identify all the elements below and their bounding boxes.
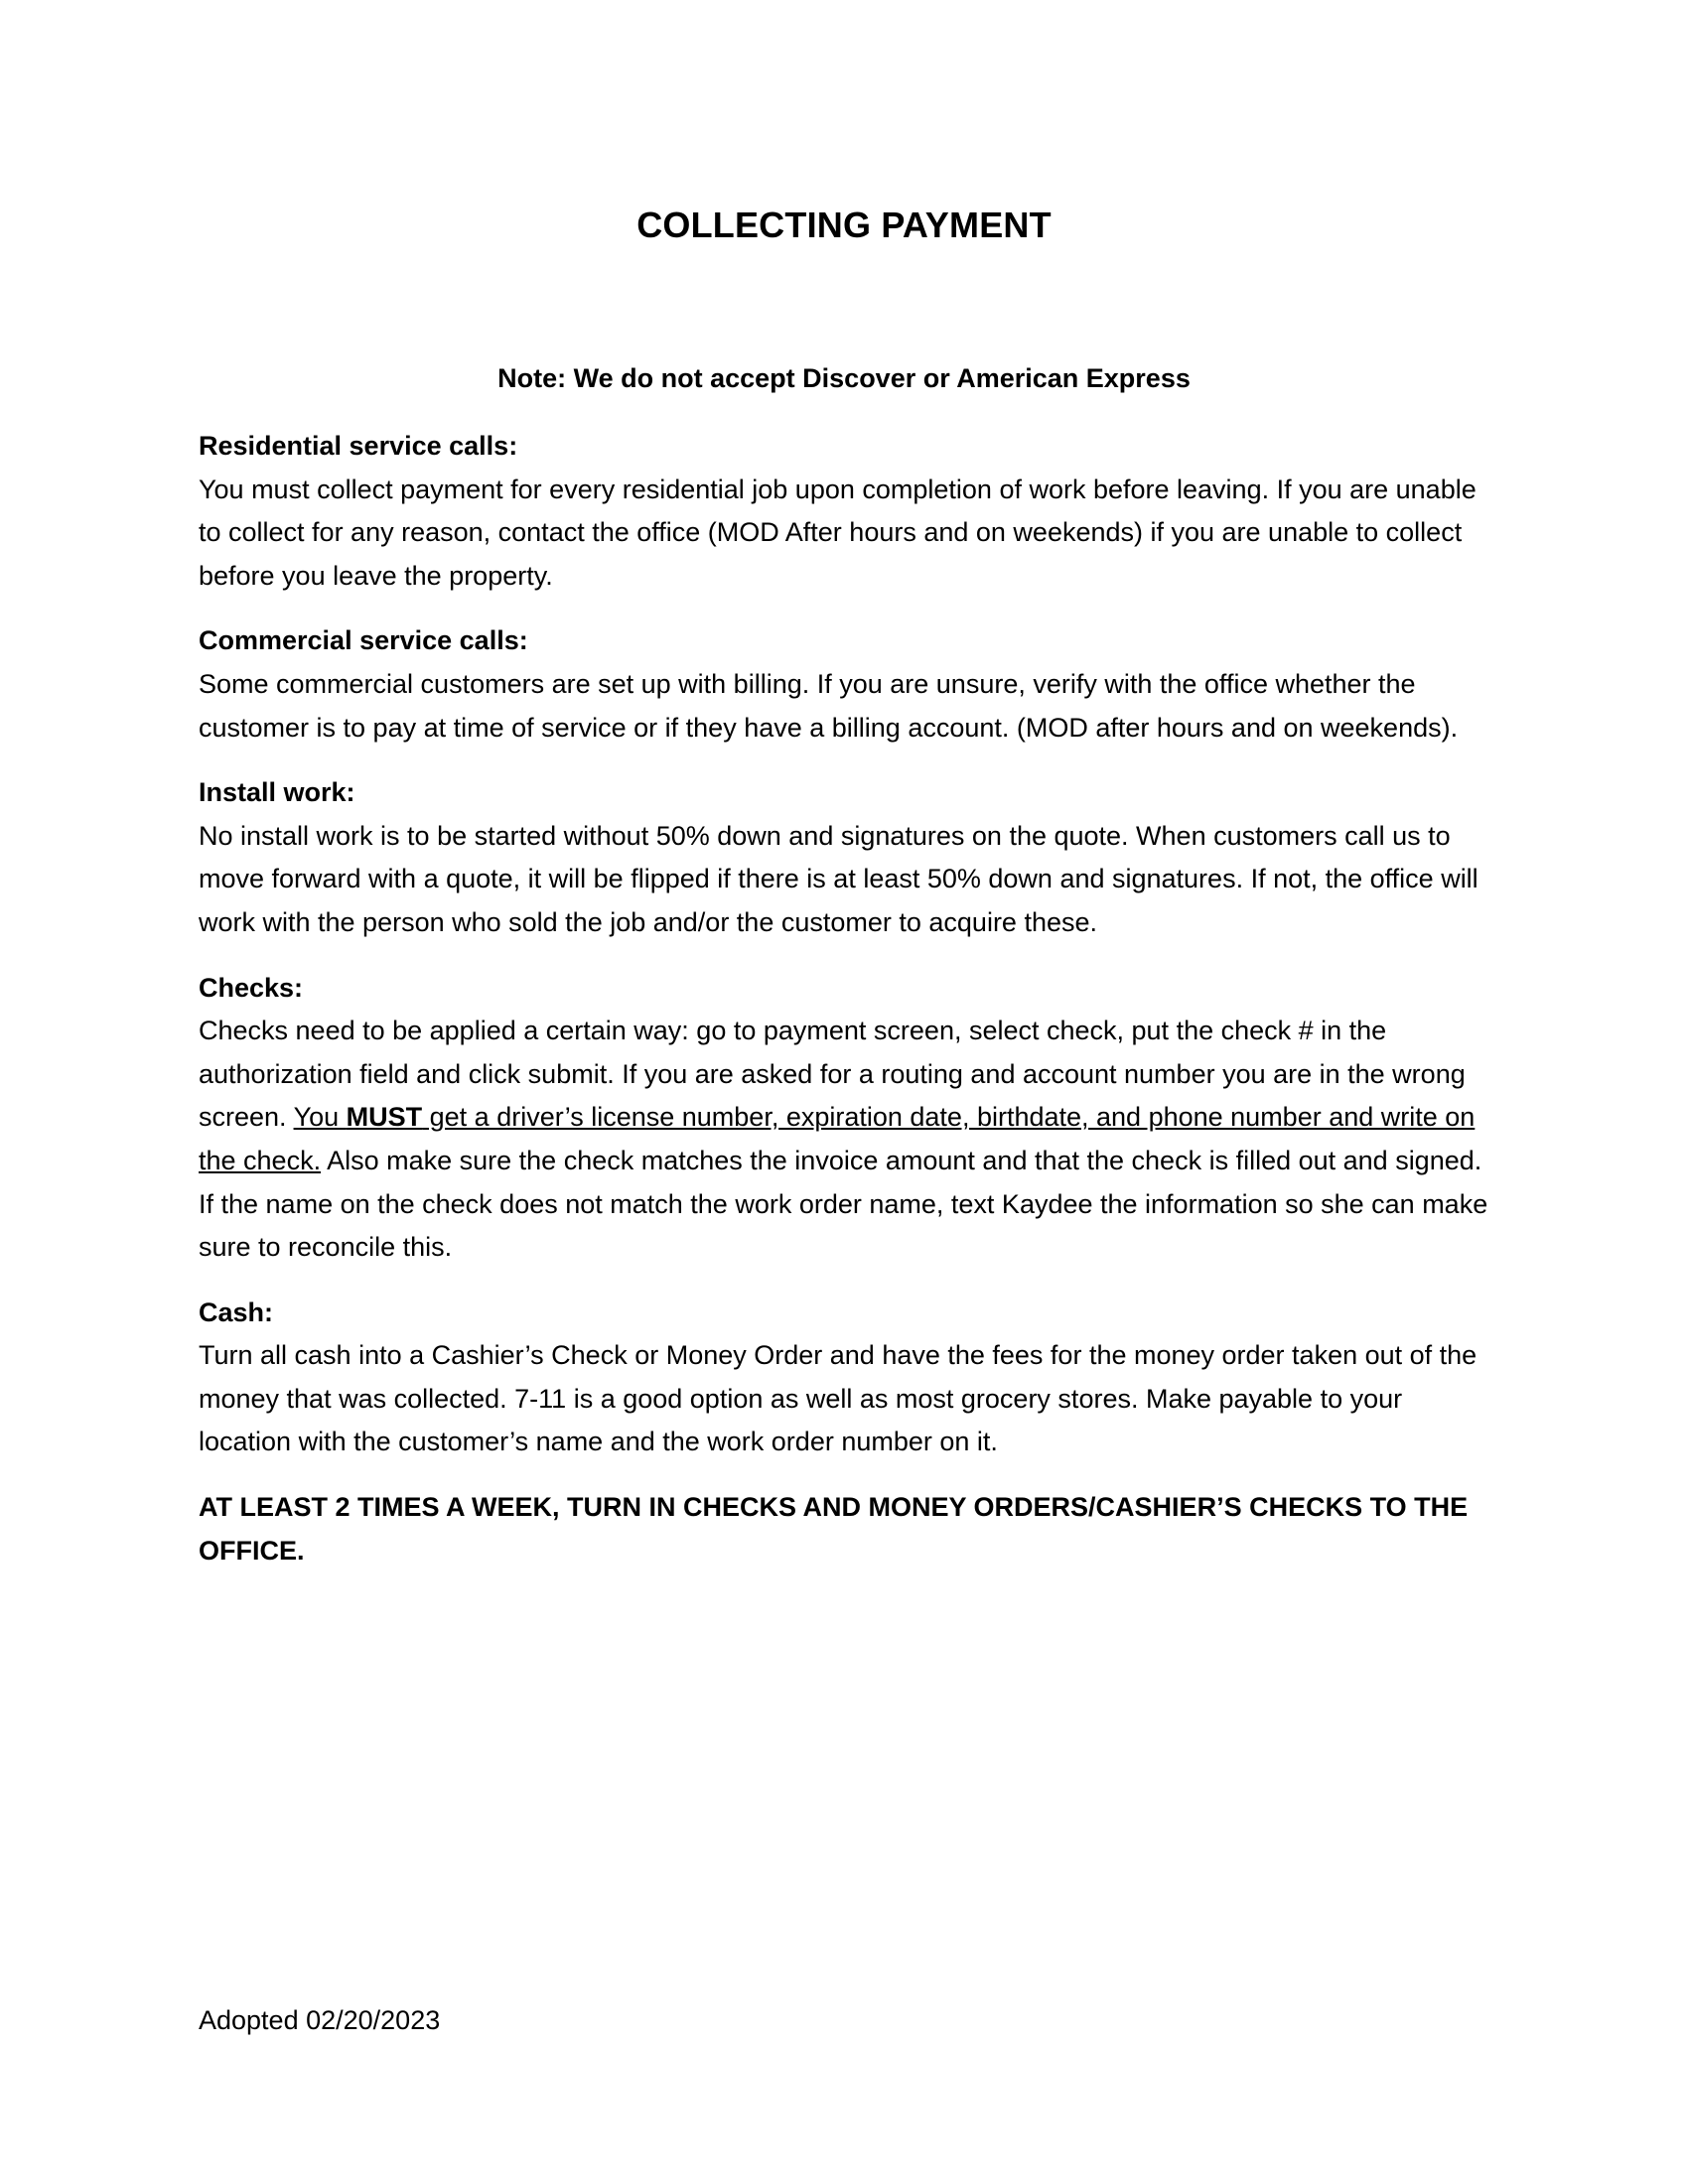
closing-instruction: AT LEAST 2 TIMES A WEEK, TURN IN CHECKS AND MONEY ORDERS/CASHIER’S CHECKS TO THE OFFICE. (199, 1492, 1469, 1566)
section-checks (199, 967, 1499, 1270)
checks-requirement-you: You (293, 1102, 347, 1133)
section-heading: Checks: (199, 972, 304, 1003)
checks-requirement-rest: get a driver’s license number, expiration date, birthdate, and phone number and write on the check. (199, 1102, 1476, 1175)
section-heading: Install work: (199, 777, 355, 808)
payment-note: Note: We do not accept Discover or American Express (497, 363, 1191, 393)
page-title: COLLECTING PAYMENT (636, 205, 1052, 245)
section-body: You must collect payment for every residential job upon completion of work before leaving. If you are unable to collect for any reason, contact the office (MOD After hours and on weekends) if you are unable to collect before you leave the property. (199, 474, 1477, 591)
adopted-date: Adopted 02/20/2023 (199, 2005, 441, 2035)
section-body: Turn all cash into a Cashier’s Check or Money Order and have the fees for the money order taken out of the money that was collected. 7-11 is a good option as well as most grocery stores. Make payable to your location with the customer’s name and the work order number on it. (199, 1340, 1477, 1457)
document-body (199, 425, 1499, 1572)
section-body (199, 1010, 1499, 1270)
section-body: Some commercial customers are set up with billing. If you are unsure, verify with the office whether the customer is to pay at time of service or if they have a billing account. (MOD after hours and on weekends). (199, 668, 1459, 743)
section-heading: Cash: (199, 1297, 274, 1327)
section-body: No install work is to be started without 50% down and signatures on the quote. When customers call us to move forward with a quote, it will be flipped if there is at least 50% down and signatures. If not, the office will work with the person who sold the job and/or the customer to acquire these. (199, 820, 1478, 937)
checks-body-part2: Also make sure the check matches the invoice amount and that the check is filled out and signed. If the name on the check does not match the work order name, text Kaydee the information so she can make sure to reconcile this. (199, 1145, 1488, 1263)
checks-requirement-must: MUST (346, 1102, 423, 1133)
checks-body-part1: Checks need to be applied a certain way: go to payment screen, select check, put the check # in the authorization field and click submit. If you are asked for a routing and account number you are in the wrong screen. (199, 1016, 1466, 1133)
section-install (199, 771, 1499, 944)
section-commercial (199, 619, 1499, 750)
section-residential (199, 425, 1499, 598)
section-heading: Residential service calls: (199, 431, 518, 461)
section-heading: Commercial service calls: (199, 625, 528, 656)
section-cash (199, 1292, 1499, 1464)
